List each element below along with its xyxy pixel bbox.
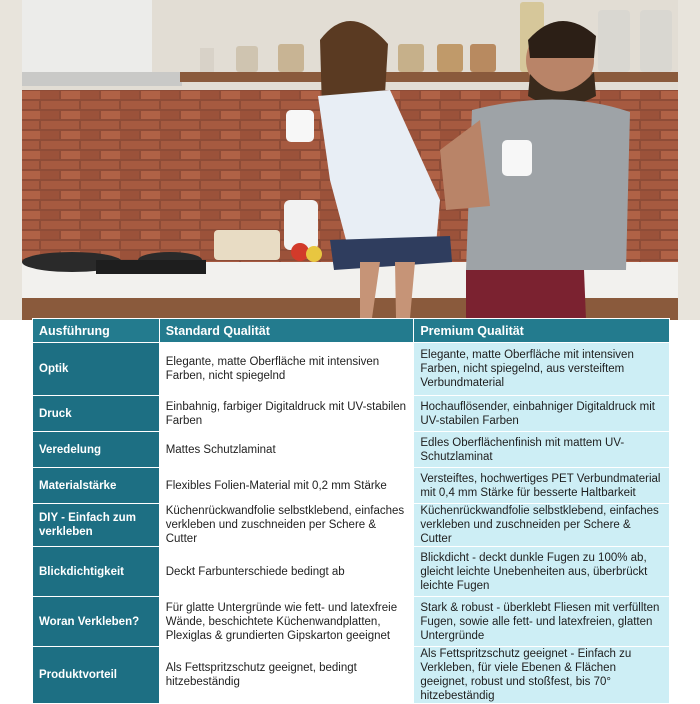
row-label: Druck [33,396,159,431]
premium-cell: Edles Oberflächenfinish mit mattem UV-Schutzlaminat [414,432,669,467]
standard-cell: Küchenrückwandfolie selbstklebend, einfaches verkleben und zuschneiden per Schere & Cutter [160,504,414,546]
table-row [33,504,669,546]
row-label: Materialstärke [33,468,159,503]
premium-cell: Elegante, matte Oberfläche mit intensiven Farben, nicht spiegelnd, aus versteiftem Verbundmaterial [414,343,669,395]
row-label: Optik [33,343,159,395]
standard-cell: Mattes Schutzlaminat [160,432,414,467]
standard-cell: Deckt Farbunterschiede bedingt ab [160,547,414,596]
table-header-row [33,319,669,342]
premium-cell: Als Fettspritzschutz geeignet - Einfach zu Verkleben, für viele Ebenen & Flächen geeignet, robust und stoßfest, bis 70° hitzebeständig [414,647,669,703]
header-premium: Premium Qualität [414,319,669,342]
header-standard: Standard Qualität [160,319,414,342]
table-row [33,396,669,431]
premium-cell: Stark & robust - überklebt Fliesen mit verfüllten Fugen, sowie alle fett- und latexfreien, glatten Untergründe [414,597,669,646]
premium-cell: Versteiftes, hochwertiges PET Verbundmaterial mit 0,4 mm Stärke für besserte Haltbarkeit [414,468,669,503]
comparison-table [32,318,670,704]
row-label: Blickdichtigkeit [33,547,159,596]
table-row [33,432,669,467]
standard-cell: Als Fettspritzschutz geeignet, bedingt hitzebeständig [160,647,414,703]
row-label: DIY - Einfach zum verkleben [33,504,159,546]
table-row [33,343,669,395]
table-row [33,647,669,703]
premium-cell: Küchenrückwandfolie selbstklebend, einfaches verkleben und zuschneiden per Schere & Cutter [414,504,669,546]
standard-cell: Für glatte Untergründe wie fett- und latexfreie Wände, beschichtete Küchenwandplatten, Plexiglas & grundierten Gipskarton geeignet [160,597,414,646]
premium-cell: Blickdicht - deckt dunkle Fugen zu 100% ab, gleicht leichte Unebenheiten aus, überbrückt leichte Fugen [414,547,669,596]
premium-cell: Hochauflösender, einbahniger Digitaldruck mit UV-stabilen Farben [414,396,669,431]
row-label: Woran Verkleben? [33,597,159,646]
row-label: Produktvorteil [33,647,159,703]
table-row [33,468,669,503]
table-row [33,547,669,596]
header-ausfuehrung: Ausführung [33,319,159,342]
standard-cell: Elegante, matte Oberfläche mit intensiven Farben, nicht spiegelnd [160,343,414,395]
table-row [33,597,669,646]
standard-cell: Einbahnig, farbiger Digitaldruck mit UV-stabilen Farben [160,396,414,431]
standard-cell: Flexibles Folien-Material mit 0,2 mm Stärke [160,468,414,503]
kitchen-photo [0,0,700,320]
row-label: Veredelung [33,432,159,467]
